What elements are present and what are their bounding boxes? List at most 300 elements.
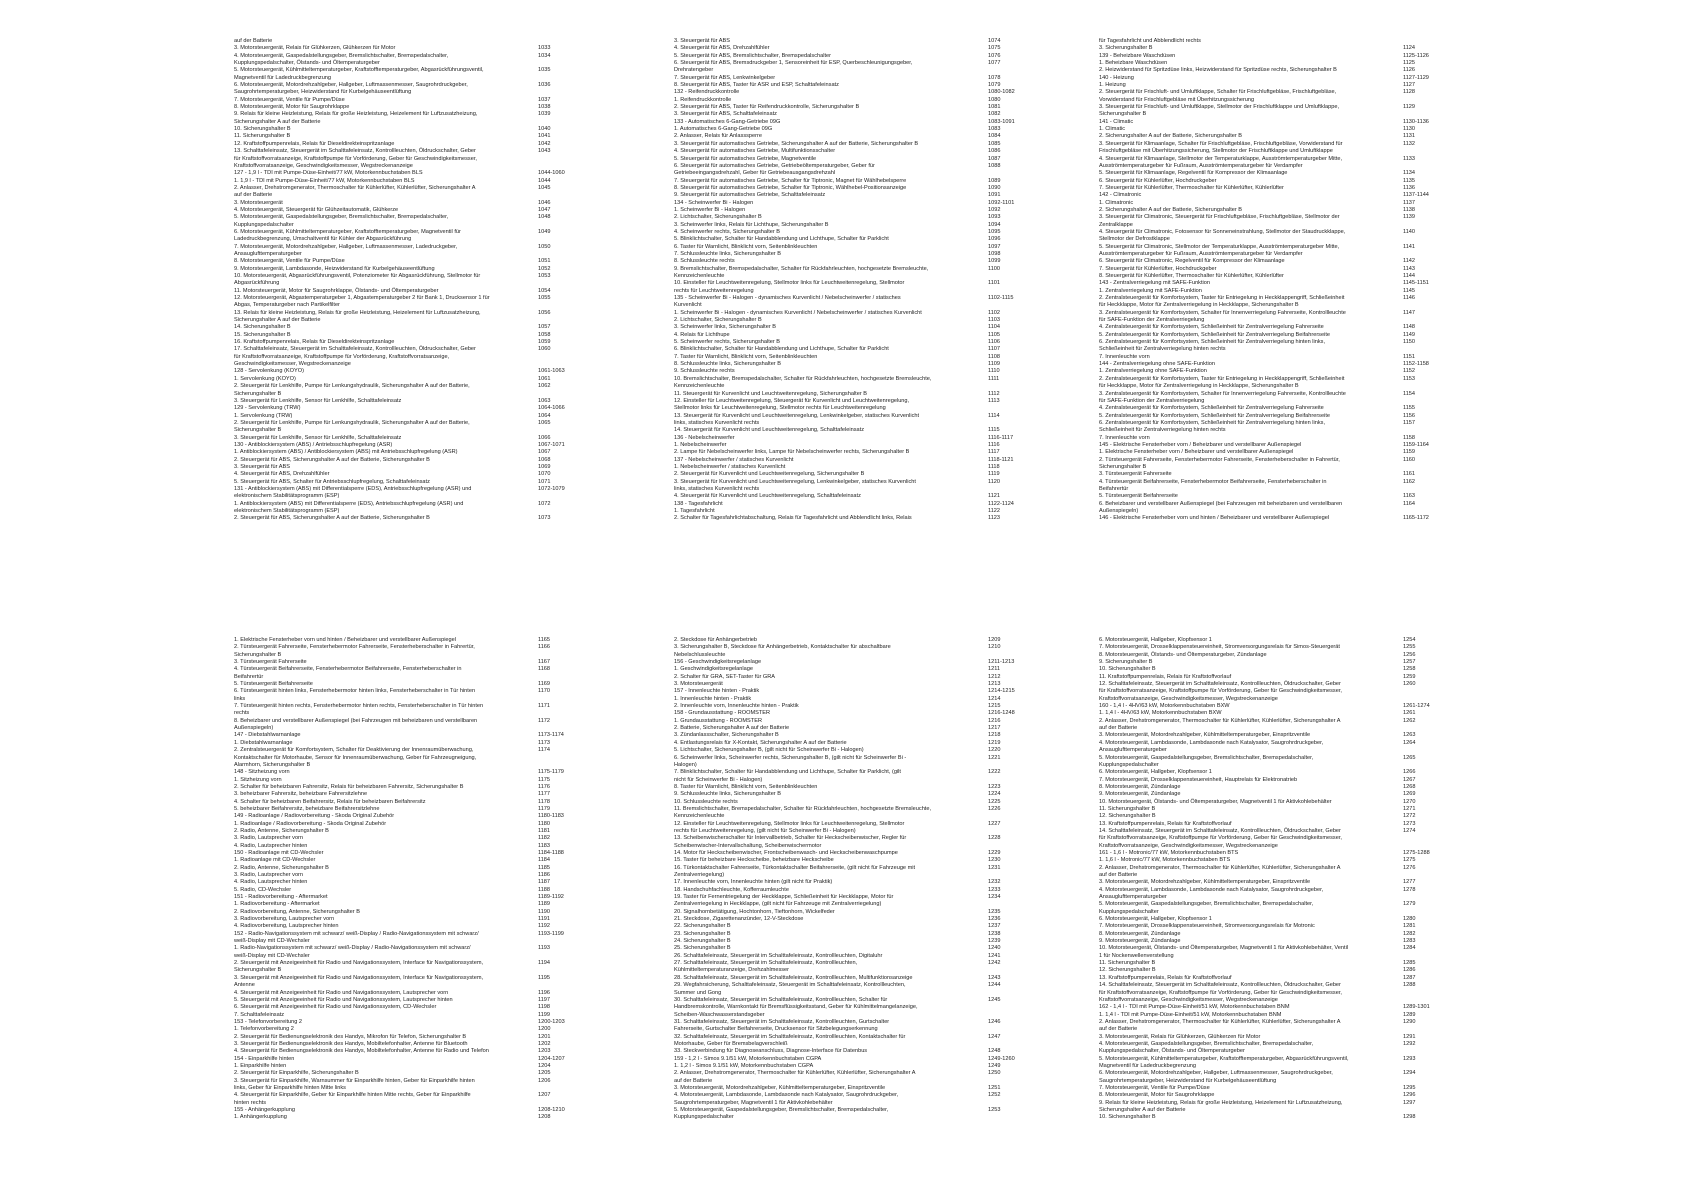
- entry-page-number: 1196: [538, 989, 551, 996]
- index-entry: [1099, 258, 1465, 265]
- index-entry: [674, 879, 1040, 886]
- entry-title: 6. Taster für Warnlicht, Blinklicht vorn, Seitenblinkleuchten: [674, 243, 818, 250]
- entry-page-number: 1125: [1403, 60, 1416, 67]
- index-entry: [674, 681, 1040, 688]
- index-entry: [234, 368, 600, 375]
- index-entry: [1099, 799, 1465, 806]
- index-entry: [234, 515, 600, 522]
- entry-title: 4. Radio, Lautsprecher hinten: [234, 842, 308, 849]
- entry-title: 2. Batterie, Sicherungshalter A auf der Batterie: [674, 725, 790, 732]
- index-entry: [1099, 405, 1465, 412]
- index-entry: [234, 1114, 600, 1121]
- entry-title: 4. Türsteuergerät Beifahrerseite, Fensterhebermotor Beifahrerseite, Fensterheberschalter in Beifahrertür: [234, 666, 462, 680]
- entry-page-number: 1130-1136: [1403, 118, 1429, 125]
- index-entry: [674, 464, 1040, 471]
- index-entry: [1099, 1056, 1465, 1071]
- index-entry: [234, 486, 600, 501]
- entry-page-number: 1102: [988, 309, 1001, 316]
- entry-title: 2. Schalter für beheizbaren Fahrersitz, Relais für beheizbaren Fahrersitz, Sicherungshalter B: [234, 783, 464, 790]
- index-entry: [1099, 89, 1465, 104]
- index-entry: [1099, 703, 1465, 710]
- entry-page-number: 1034: [538, 52, 551, 59]
- entry-page-number: 1152-1158: [1403, 361, 1429, 368]
- entry-title: 17. Schalttafeleinsatz, Steuergerät im Schalttafeleinsatz, Kontrollleuchten, Öldruckschalter, Geber für Kraftstoffvorratsanzeige, Kraftstoffpumpe für Vorförderung, Kraftstoffvorratsanzeige, Geschwindigkeitsmesser, Wegstreckenanzeige: [234, 346, 476, 368]
- entry-title: 5. Türsteuergerät Beifahrerseite: [1099, 493, 1178, 500]
- entry-title: 16. Kraftstoffpumpenrelais, Relais für Dieseldirekteinspritzanlage: [234, 339, 395, 346]
- entry-page-number: 1224: [988, 791, 1001, 798]
- entry-title: 1. Servolenkung (KOYO): [234, 375, 296, 382]
- entry-title: 13. Steuergerät für Kurvenlicht und Leuchtweitenregelung, Lenkwinkelgeber, statisches Kurvenlicht links, statisches Kurvenlicht rechts: [674, 412, 920, 426]
- index-entry: [234, 435, 600, 442]
- entry-page-number: 1116: [988, 441, 1000, 448]
- index-entry: [234, 45, 600, 52]
- index-entry: [234, 471, 600, 478]
- entry-page-number: 1106: [988, 339, 1001, 346]
- entry-page-number: 1044: [538, 177, 551, 184]
- entry-page-number: 1048: [538, 214, 551, 221]
- entry-title: 8. Steuergerät für ABS, Taster für ASR und ESP, Schalttafeleinsatz: [674, 82, 839, 89]
- index-entry: [234, 1048, 600, 1055]
- entry-title: 7. Schalttafeleinsatz: [234, 1011, 285, 1018]
- entry-title: 4. Entlastungsrelais für X-Kontakt, Sicherungshalter A auf der Batterie: [674, 739, 847, 746]
- index-entry: [234, 916, 600, 923]
- entry-page-number: 1075: [988, 45, 1001, 52]
- index-entry: [234, 111, 600, 126]
- entry-page-number: 1284: [1403, 945, 1416, 952]
- entry-page-number: 1205: [538, 1070, 551, 1077]
- index-entry: [674, 339, 1040, 346]
- entry-title: 3. Motorsteuergerät, Relais für Glühkerzen, Glühkerzen für Motor: [234, 45, 396, 52]
- entry-page-number: 1181: [538, 827, 551, 834]
- index-entry: [1099, 280, 1465, 287]
- entry-title: 2. Steuergerät für ABS, Taster für Reifendruckkontrolle, Sicherungshalter B: [674, 104, 860, 111]
- index-entry: [1099, 420, 1465, 435]
- entry-page-number: 1162: [1403, 478, 1416, 485]
- index-entry: [1099, 1012, 1465, 1019]
- index-entry: [674, 207, 1040, 214]
- entry-page-number: 1185: [538, 864, 551, 871]
- entry-page-number: 1092: [988, 206, 1001, 213]
- entry-title: 5. Scheinwerfer rechts, Sicherungshalter B: [674, 339, 781, 346]
- entry-title: 1. Radiovorbereitung - Aftermarket: [234, 901, 320, 908]
- entry-page-number: 1081: [988, 104, 1001, 111]
- entry-title: 33. Steckverbindung für Diagnoseanschluss, Diagnose-Interface für Datenbus: [674, 1048, 868, 1055]
- entry-title: 4. Motorsteuergerät, Lambdasonde, Lambdasonde nach Katalysator, Saugrohrdruckgeber, Ansauglufttemperaturgeber: [1099, 739, 1324, 754]
- entry-page-number: 1189: [538, 901, 551, 908]
- entry-title: 1. Telefonvorbereitung 2: [234, 1026, 294, 1033]
- index-entry: [1099, 784, 1465, 791]
- index-entry: [1099, 1100, 1465, 1115]
- index-entry: [674, 398, 1040, 413]
- entry-title: 5. Steuergerät für Klimaanlage, Regelventil für Kompressor der Klimaanlage: [1099, 170, 1288, 177]
- index-entry: [674, 214, 1040, 221]
- entry-title: 6. Motorsteuergerät, Hallgeber, Klopfsensor 1: [1099, 769, 1212, 776]
- index-entry: [1099, 192, 1465, 199]
- entry-title: 19. Taster für Fernentriegelung der Heckklappe, Schließeinheit für Heckklappe, Motor für Zentralverriegelung in Heckklappe, (gilt nicht für Fahrzeuge mit Zentralverriegelung): [674, 894, 894, 908]
- entry-page-number: 1122: [988, 508, 1001, 514]
- index-entry: [674, 280, 1040, 295]
- entry-page-number: 1286: [1403, 967, 1416, 974]
- index-entry: [1099, 310, 1465, 325]
- index-entry: [1099, 266, 1465, 273]
- index-entry: [1099, 637, 1465, 644]
- entry-page-number: 1071: [538, 478, 551, 485]
- entry-page-number: 1245: [988, 996, 1001, 1003]
- entry-title: 2. Zentralsteuergerät für Komfortsystem, Taster für Entriegelung in Heckklappengriff, Schließeinheit für Heckklappe, Motor für Zentralverriegelung in Heckklappe, Sicherungshalter B: [1099, 295, 1345, 309]
- entry-title: 11. Sicherungshalter B: [1099, 960, 1156, 967]
- entry-page-number: 1169: [538, 681, 551, 688]
- index-entry: [674, 361, 1040, 368]
- entry-page-number: 1285: [1403, 960, 1416, 967]
- entry-page-number: 1177: [538, 791, 551, 798]
- index-column-2: [674, 38, 1040, 523]
- index-entry: [234, 703, 600, 718]
- index-entry: [234, 1034, 600, 1041]
- index-entry: [674, 806, 1040, 821]
- index-entry: [674, 200, 1040, 207]
- entry-title: 3. Steuergerät für Klimaanlage, Schalter für Frischluftgebläse, Frischluftgebläse, Vorwiderstand für Frischluftgebläse mit Überhitzungssicherung, Stellmotor der Frischluftklappe und Umluftklappe: [1099, 140, 1343, 155]
- entry-page-number: 1124: [1403, 45, 1416, 52]
- entry-page-number: 1102-1115: [988, 295, 1014, 302]
- entry-title: 8. Taster für Warnlicht, Blinklicht vorn, Seitenblinkleuchten: [674, 783, 818, 790]
- entry-page-number: 1213: [988, 681, 1001, 688]
- entry-page-number: 1291: [1403, 1033, 1416, 1040]
- entry-title: 4. Radiovorbereitung, Lautsprecher hinten: [234, 923, 339, 930]
- entry-title: 6. Motorsteuergerät, Hallgeber, Klopfsensor 1: [1099, 916, 1212, 923]
- index-entry: [674, 674, 1040, 681]
- entry-title: 2. Radiovorbereitung, Antenne, Sicherungshalter B: [234, 908, 360, 915]
- index-entry: [1099, 967, 1465, 974]
- entry-page-number: 1281: [1403, 923, 1416, 930]
- index-column-3: [1099, 637, 1465, 1122]
- index-entry: [674, 960, 1040, 975]
- index-entry: [234, 288, 600, 295]
- index-entry: [1099, 879, 1465, 886]
- index-entry: [674, 156, 1040, 163]
- entry-title: 2. Türsteuergerät Fahrerseite, Fensterhebermotor Fahrerseite, Fensterheberschalter in Fahrertür, Sicherungshalter B: [1099, 456, 1340, 470]
- entry-title: 5. Steuergerät für ABS, Schalter für Antriebsschlupfregelung, Schalttafeleinsatz: [234, 478, 430, 485]
- entry-title: 8. Steuergerät für automatisches Getriebe, Schalter für Tiptronic, Wählhebel-Positionsanzeige: [674, 184, 907, 191]
- entry-title: 1. Anhängerkupplung: [234, 1114, 287, 1121]
- entry-title: 162 - 1,4 l - TDI mit Pumpe-Düse-Einheit/51 kW, Motorkennbuchstaben BNM: [1099, 1004, 1290, 1011]
- entry-page-number: 1189-1192: [538, 894, 564, 901]
- index-entry: [1099, 82, 1465, 89]
- entry-title: 6. Zentralsteuergerät für Komfortsystem, Schließeinheit für Zentralverriegelung hinten links, Schließeinheit für Zentralverriegelung hinten rechts: [1099, 419, 1326, 434]
- index-column-1: [234, 38, 600, 523]
- index-entry: [674, 637, 1040, 644]
- index-entry: [674, 332, 1040, 339]
- entry-page-number: 1122-1124: [988, 500, 1014, 507]
- entry-title: 8. Motorsteuergerät, Ventile für Pumpe/Düse: [234, 258, 345, 265]
- entry-page-number: 1130: [1403, 126, 1416, 133]
- entry-page-number: 1183: [538, 842, 551, 849]
- entry-page-number: 1235: [988, 908, 1001, 915]
- index-entry: [1099, 887, 1465, 902]
- index-entry: [674, 1107, 1040, 1122]
- entry-title: 3. Radio, Lautsprecher vorn: [234, 835, 304, 842]
- entry-title: 147 - Diebstahlwarnanlage: [234, 732, 301, 739]
- index-entry: [674, 178, 1040, 185]
- entry-page-number: 1274: [1403, 827, 1416, 834]
- entry-title: 15. Sicherungshalter B: [234, 331, 291, 338]
- entry-page-number: 1059: [538, 339, 551, 346]
- index-entry: [674, 141, 1040, 148]
- entry-page-number: 1251: [988, 1084, 1001, 1091]
- entry-page-number: 1111: [988, 375, 1000, 382]
- entry-page-number: 1207: [538, 1092, 551, 1099]
- entry-page-number: 1186: [538, 872, 551, 878]
- entry-page-number: 1088: [988, 162, 1001, 169]
- entry-title: 7. Innenleuchte vorn: [1099, 434, 1150, 441]
- entry-title: 23. Sicherungshalter B: [674, 930, 731, 937]
- entry-page-number: 1287: [1403, 974, 1416, 981]
- index-entry: [674, 185, 1040, 192]
- index-entry: [234, 799, 600, 806]
- index-entry: [674, 909, 1040, 916]
- entry-page-number: 1223: [988, 783, 1001, 790]
- entry-title: 2. Steckdose für Anhängerbetrieb: [674, 637, 758, 643]
- entry-title: 13. Relais für kleine Heizleistung, Relais für große Heizleistung, Heizelement für Luftzusatzheizung, Sicherungshalter A auf der Batterie: [234, 309, 481, 324]
- index-entry: [234, 170, 600, 177]
- entry-page-number: 1147: [1403, 309, 1416, 316]
- entry-title: 140 - Heizung: [1099, 74, 1134, 81]
- entry-title: 2. Sicherungshalter A auf der Batterie, Sicherungshalter B: [1099, 133, 1243, 140]
- entry-page-number: 1277: [1403, 879, 1416, 886]
- index-entry: [1099, 652, 1465, 659]
- entry-page-number: 1140: [1403, 228, 1416, 235]
- entry-page-number: 1127: [1403, 82, 1416, 89]
- index-entry: [674, 703, 1040, 710]
- entry-page-number: 1060: [538, 346, 551, 353]
- index-entry: [674, 821, 1040, 836]
- index-entry: [674, 515, 1040, 522]
- entry-page-number: 1170: [538, 688, 551, 695]
- index-entry: [1099, 960, 1465, 967]
- entry-page-number: 1270: [1403, 798, 1416, 805]
- entry-title: 14. Motor für Heckscheibenwischer, Frontscheibenwasch- und Heckscheibenwaschpumpe: [674, 849, 898, 856]
- entry-title: 6. Türsteuergerät hinten links, Fensterhebermotor hinten links, Fensterheberschalter in Tür hinten links: [234, 688, 476, 702]
- entry-title: 7. Taster für Warnlicht, Blinklicht vorn, Seitenblinkleuchten: [674, 353, 818, 360]
- index-entry: [234, 97, 600, 104]
- entry-page-number: 1123: [988, 515, 1001, 522]
- entry-title: 13. Kraftstoffpumpenrelais, Relais für Kraftstoffvorlauf: [1099, 820, 1232, 827]
- entry-page-number: 1098: [988, 250, 1001, 257]
- index-entry: [674, 82, 1040, 89]
- entry-title: 13. Scheibenwischerschalter für Intervallbetrieb, Schalter für Heckscheibenwischer, Regler für Scheibenwischer-Intervallschaltung, Scheibenwischermotor: [674, 835, 907, 849]
- entry-page-number: 1225: [988, 798, 1001, 805]
- entry-title: 10. Motorsteuergerät, Ölstands- und Öltemperaturgeber, Magnetventil 1 für Aktivkohlebehälter: [1099, 798, 1332, 805]
- entry-title: 2. Steuergerät für Lenkhilfe, Pumpe für Lenkungshydraulik, Sicherungshalter A auf der Batterie, Sicherungshalter B: [234, 419, 470, 434]
- entry-page-number: 1197: [538, 996, 551, 1003]
- entry-title: 160 - 1,4 l - 4HV/63 kW, Motorkennbuchstaben BXW: [1099, 703, 1230, 710]
- index-entry: [1099, 391, 1465, 406]
- entry-page-number: 1172: [538, 717, 551, 724]
- index-entry: [1099, 435, 1465, 442]
- entry-page-number: 1109: [988, 361, 1001, 368]
- entry-title: 7. Türsteuergerät hinten rechts, Fensterhebermotor hinten rechts, Fensterheberschalter in Tür hinten rechts: [234, 703, 484, 717]
- entry-page-number: 1125-1126: [1403, 52, 1429, 59]
- index-entry: [674, 133, 1040, 140]
- entry-page-number: 1083: [988, 126, 1001, 133]
- entry-title: 9. Schlussleuchte links, Sicherungshalter B: [674, 791, 781, 798]
- entry-title: 1. Diebstahlwarnanlage: [234, 739, 293, 746]
- entry-title: 5. Blinklichtschalter, Schalter für Handabblendung und Lichthupe, Schalter für Parklicht: [674, 236, 889, 243]
- entry-page-number: 1135: [1403, 177, 1416, 184]
- entry-title: 3. Zündanlassschalter, Sicherungshalter B: [674, 732, 779, 739]
- entry-title: 7. Motorsteuergerät, Ventile für Pumpe/Düse: [1099, 1084, 1210, 1091]
- index-entry: [234, 747, 600, 769]
- entry-title: 9. Motorsteuergerät, Zündanlage: [1099, 791, 1181, 798]
- index-entry: [234, 777, 600, 784]
- index-entry: [1099, 53, 1465, 60]
- entry-page-number: 1061-1063: [538, 368, 565, 375]
- index-entry: [234, 681, 600, 688]
- index-entry: [674, 295, 1040, 310]
- index-entry: [674, 718, 1040, 725]
- entry-page-number: 1214: [988, 695, 1001, 702]
- entry-page-number: 1133: [1403, 155, 1416, 162]
- index-entry: [1099, 769, 1465, 776]
- entry-title: 17. Innenleuchte vorn, Innenleuchte hinten (gilt nicht für Praktik): [674, 879, 833, 886]
- entry-page-number: 1264: [1403, 739, 1416, 746]
- entry-page-number: 1294: [1403, 1070, 1416, 1077]
- index-entry: [674, 471, 1040, 478]
- index-entry: [234, 997, 600, 1004]
- entry-title: 5. Steuergerät für automatisches Getriebe, Magnetventile: [674, 155, 817, 162]
- index-entry: [1099, 674, 1465, 681]
- index-entry: [1099, 755, 1465, 770]
- entry-title: 8. Motorsteuergerät, Motor für Saugrohrklappe: [234, 104, 350, 111]
- entry-page-number: 1243: [988, 974, 1001, 981]
- entry-title: 132 - Reifendruckkontrolle: [674, 89, 740, 96]
- entry-title: 150 - Radioanlage mit CD-Wechsler: [234, 849, 324, 856]
- index-entry: [674, 310, 1040, 317]
- index-entry: [234, 1041, 600, 1048]
- index-entry: [674, 688, 1040, 695]
- entry-title: 18. Handschuhfachleuchte, Kofferraumleuchte: [674, 886, 789, 893]
- index-entry: [674, 229, 1040, 236]
- index-entry: [674, 60, 1040, 75]
- index-entry: [234, 1107, 600, 1114]
- entry-page-number: 1056: [538, 309, 551, 316]
- entry-page-number: 1138: [1403, 206, 1416, 213]
- entry-title: 3. Steuergerät für ABS, Schalttafeleinsatz: [674, 111, 777, 118]
- entry-page-number: 1073: [538, 515, 551, 522]
- index-entry: [674, 799, 1040, 806]
- index-entry: [674, 111, 1040, 118]
- entry-title: 3. Sicherungshalter B: [1099, 45, 1153, 52]
- index-entry: [674, 923, 1040, 930]
- entry-page-number: 1077: [988, 60, 1001, 67]
- entry-page-number: 1097: [988, 243, 1001, 250]
- entry-page-number: 1184: [538, 857, 551, 864]
- index-entry: [674, 894, 1040, 909]
- entry-title: 3. Türsteuergerät Fahrerseite: [1099, 471, 1172, 478]
- entry-title: 144 - Zentralverriegelung ohne SAFE-Funktion: [1099, 361, 1215, 368]
- index-entry: [674, 222, 1040, 229]
- index-entry: [674, 148, 1040, 155]
- entry-page-number: 1238: [988, 930, 1001, 937]
- entry-title: 4. Steuergerät für Klimaanlage, Stellmotor der Temperaturklappe, Ausströmtemperaturgeber Mitte, Ausströmtemperaturgeber für Fußraum, Ausströmtemperaturgeber für Verdampfer: [1099, 155, 1343, 169]
- entry-page-number: 1236: [988, 916, 1001, 923]
- entry-page-number: 1156: [1403, 412, 1416, 419]
- index-entry: [1099, 681, 1465, 703]
- entry-title: 154 - Einparkhilfe hinten: [234, 1055, 295, 1062]
- entry-page-number: 1275: [1403, 857, 1416, 864]
- entry-page-number: 1267: [1403, 776, 1416, 783]
- entry-title: 2. Anlasser, Drehstromgenerator, Thermoschalter für Kühlerlüfter, Kühlerlüfter, Sicherungshalter A auf der Batterie: [674, 1070, 916, 1084]
- entry-title: 12. Sicherungshalter B: [1099, 813, 1156, 820]
- entry-title: 10. Motorsteuergerät, Ölstands- und Öltemperaturgeber, Magnetventil 1 für Aktivkohlebehälter, Ventil 1 für Nockenwellenverstellung: [1099, 945, 1349, 959]
- index-entry: [234, 479, 600, 486]
- entry-title: 1. Radioanlage / Radiovorbereitung - Skoda Original Zubehör: [234, 820, 387, 827]
- index-entry: [234, 67, 600, 82]
- index-entry: [674, 644, 1040, 659]
- entry-page-number: 1167: [538, 659, 551, 666]
- index-entry: [234, 769, 600, 776]
- index-entry: [674, 435, 1040, 442]
- index-entry: [674, 732, 1040, 739]
- entry-title: 1. Elektrische Fensterheber vorn / Beheizbarer und verstellbarer Außenspiegel: [1099, 449, 1294, 456]
- entry-page-number: 1117: [988, 449, 1000, 456]
- entry-title: 2. Anlasser, Relais für Anlasssperre: [674, 133, 762, 140]
- entry-title: 1. 1,4 l - 4HV/63 kW, Motorkennbuchstaben BXW: [1099, 710, 1222, 717]
- entry-page-number: 1228: [988, 835, 1001, 842]
- entry-title: 11. Sicherungshalter B: [1099, 805, 1156, 812]
- entry-page-number: 1265: [1403, 754, 1416, 761]
- entry-page-number: 1072-1079: [538, 485, 565, 492]
- entry-page-number: 1083-1091: [988, 118, 1015, 125]
- entry-title: 3. Sicherungshalter B, Steckdose für Anhängerbetrieb, Kontaktschalter für abschaltbare Nebelschlussleuchte: [674, 644, 891, 658]
- entry-page-number: 1119: [988, 471, 1000, 478]
- entry-page-number: 1137-1144: [1403, 192, 1429, 199]
- entry-page-number: 1175: [538, 776, 551, 783]
- entry-title: 153 - Telefonvorbereitung 2: [234, 1018, 303, 1025]
- entry-title: 5. Radio, CD-Wechsler: [234, 886, 292, 893]
- entry-title: 5. Motorsteuergerät, Gaspedalstellungsgeber, Bremslichtschalter, Bremspedalschalter, Kupplungspedalschalter: [1099, 901, 1314, 915]
- entry-page-number: 1209: [988, 637, 1001, 643]
- entry-page-number: 1064: [538, 412, 551, 419]
- entry-page-number: 1142: [1403, 258, 1416, 265]
- index-entry: [234, 229, 600, 244]
- entry-page-number: 1084: [988, 133, 1001, 140]
- entry-title: 4. Motorsteuergerät, Lambdasonde, Lambdasonde nach Katalysator, Saugrohrdruckgeber, Saugrohrtemperaturgeber, Magnetventil 1 für Aktivkohlebehälter: [674, 1092, 899, 1106]
- index-entry: [1099, 857, 1465, 864]
- entry-title: 13. Kraftstoffpumpenrelais, Relais für Kraftstoffvorlauf: [1099, 974, 1232, 981]
- index-entry: [1099, 207, 1465, 214]
- entry-page-number: 1128: [1403, 89, 1416, 96]
- entry-title: 12. Schalttafeleinsatz, Steuergerät im Schalttafeleinsatz, Kontrollleuchten, Öldruckschalter, Geber für Kraftstoffvorratsanzeige, Kraftstoffpumpe für Vorförderung, Geber für Geschwindigkeitsmesser, Kraftstoffvorratsanzeige, Geschwindigkeitsmesser, Wegstreckenanzeige: [1099, 681, 1342, 702]
- entry-page-number: 1110: [988, 368, 1000, 375]
- entry-title: 10. Bremslichtschalter, Bremspedalschalter, Schalter für Rückfahrleuchten, hochgesetzte Bremsleuchte, Kennzeichenleuchte: [674, 375, 932, 390]
- entry-title: 1. Automatisches 6-Gang-Getriebe 09G: [674, 126, 773, 133]
- entry-page-number: 1211-1213: [988, 659, 1015, 666]
- entry-title: 3. Motorsteuergerät: [234, 199, 283, 206]
- index-entry: [674, 769, 1040, 784]
- entry-page-number: 1292: [1403, 1040, 1416, 1047]
- entry-page-number: 1148: [1403, 324, 1416, 331]
- entry-page-number: 1065: [538, 419, 551, 426]
- entry-page-number: 1067: [538, 449, 551, 456]
- entry-page-number: 1114: [988, 412, 1000, 419]
- entry-title: 6. Steuergerät für Climatronic, Regelventil für Kompressor der Klimaanlage: [1099, 258, 1285, 265]
- index-entry: [1099, 945, 1465, 960]
- entry-title: 10. Motorsteuergerät, Abgasrückführungsventil, Potenziometer für Abgasrückführung, Stellmotor für Abgasrückführung: [234, 273, 481, 287]
- entry-title: 3. Steuergerät für Frischluft- und Umluftklappe, Stellmotor der Frischluftklappe und Umluftklappe, Sicherungshalter B: [1099, 104, 1340, 118]
- entry-title: 4. Zentralsteuergerät für Komfortsystem, Schließeinheit für Zentralverriegelung Fahrerseite: [1099, 405, 1324, 412]
- index-entry: [1099, 710, 1465, 717]
- index-entry: [674, 1056, 1040, 1063]
